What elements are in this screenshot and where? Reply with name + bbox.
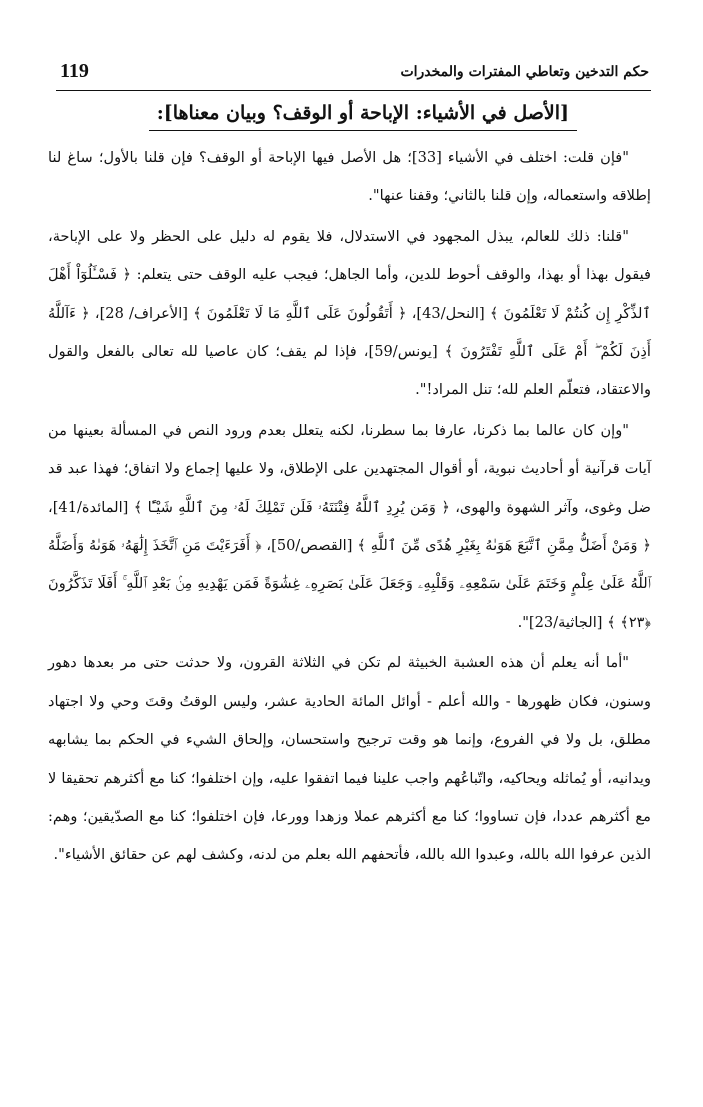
section-title: [الأصل في الأشياء: الإباحة أو الوقف؟ وبيان معناها]:	[149, 102, 577, 131]
paragraph: "فإن قلت: اختلف في الأشياء [33]؛ هل الأصل فيها الإباحة أو الوقف؟ فإن قلنا بالأول؛ ساغ لنا إطلاقه واستعماله، وإن قلنا بالثاني؛ وقفنا عنها".	[48, 149, 651, 205]
running-title: حكم التدخين وتعاطي المفترات والمخدرات	[400, 64, 649, 80]
page-number: 119	[60, 60, 89, 82]
paragraph: "وإن كان عالما بما ذكرنا، عارفا بما سطرنا، لكنه يتعلل بعدم ورود النص في المسألة بعينها من آيات قرآنية أو أحاديث نبوية، أو أقوال المجتهدين على الإطلاق، ولا عليها إجماع ولا اتفاق؛ فهذا عبد قد ضل وغوى، وآثر الشهوة والهوى، ﴿ وَمَن يُرِدِ ٱللَّهُ فِتْنَتَهُۥ فَلَن تَمْلِكَ لَهُۥ مِنَ ٱللَّهِ شَيْـًٔا ﴾ [المائدة/41]، ﴿ وَمَنْ أَضَلُّ مِمَّنِ ٱتَّبَعَ هَوَىٰهُ بِغَيْرِ هُدًى مِّنَ ٱللَّهِ ﴾ [القصص/50]، ﴿ أَفَرَءَيْتَ مَنِ ٱتَّخَذَ إِلَٰهَهُۥ هَوَىٰهُ وَأَضَلَّهُ ٱللَّهُ عَلَىٰ عِلْمٍ وَخَتَمَ عَلَىٰ سَمْعِهِۦ وَقَلْبِهِۦ وَجَعَلَ عَلَىٰ بَصَرِهِۦ غِشَٰوَةً فَمَن يَهْدِيهِ مِنۢ بَعْدِ ٱللَّهِ ۚ أَفَلَا تَذَكَّرُونَ ﴿٢٣﴾ ﴾ [الجاثية/23]".	[48, 421, 651, 631]
paragraph: "قلنا: ذلك للعالم، يبذل المجهود في الاستدلال، فلا يقوم له دليل على الحظر ولا على الإباحة، فيقول بهذا أو بهذا، والوقف أحوط للدين، وأما الجاهل؛ فيجب عليه الوقف حتى يتعلم: ﴿ فَسْـَٔلُوٓاْ أَهْلَ ٱلذِّكْرِ إِن كُنتُمْ لَا تَعْلَمُونَ ﴾ [النحل/43]، ﴿ أَتَقُولُونَ عَلَى ٱللَّهِ مَا لَا تَعْلَمُونَ ﴾ [الأعراف/ 28]، ﴿ ءَآللَّهُ أَذِنَ لَكُمْ ۖ أَمْ عَلَى ٱللَّهِ تَفْتَرُونَ ﴾ [يونس/59]، فإذا لم يقف؛ كان عاصيا لله تعالى بالفعل والقول والاعتقاد، فتعلّم العلم لله؛ تنل المراد!".	[48, 227, 651, 399]
page-body	[48, 96, 651, 875]
page-header	[56, 52, 651, 91]
paragraph: "أما أنه يعلم أن هذه العشبة الخبيثة لم تكن في الثلاثة القرون، ولا حدثت حتى مر بعدها دهور وسنون، فكان ظهورها - والله أعلم - أوائل المائة الحادية عشر، وليس الوقتُ وقتَ وحي ولا اجتهاد مطلق، بل ولا في الفروع، وإنما هو وقت ترجيح واستحسان، وإلحاق الشيء في الحكم بما يشابهه ويدانيه، أو يُماثله ويحاكيه، واتّباعُهم واجب علينا فيما اتفقوا عليه، وإن اختلفوا؛ كنا مع أكثرهم تحقيقا لا مع أكثرهم عددا، فإن تساووا؛ كنا مع أكثرهم عملا وزهدا وورعا، فإن اختلفوا؛ كنا مع الصدّيقين؛ وهم: الذين عرفوا الله بالله، وعبدوا الله بالله، فأتحفهم الله بعلم من لدنه، وكشف لهم عن حقائق الأشياء".	[48, 654, 651, 864]
